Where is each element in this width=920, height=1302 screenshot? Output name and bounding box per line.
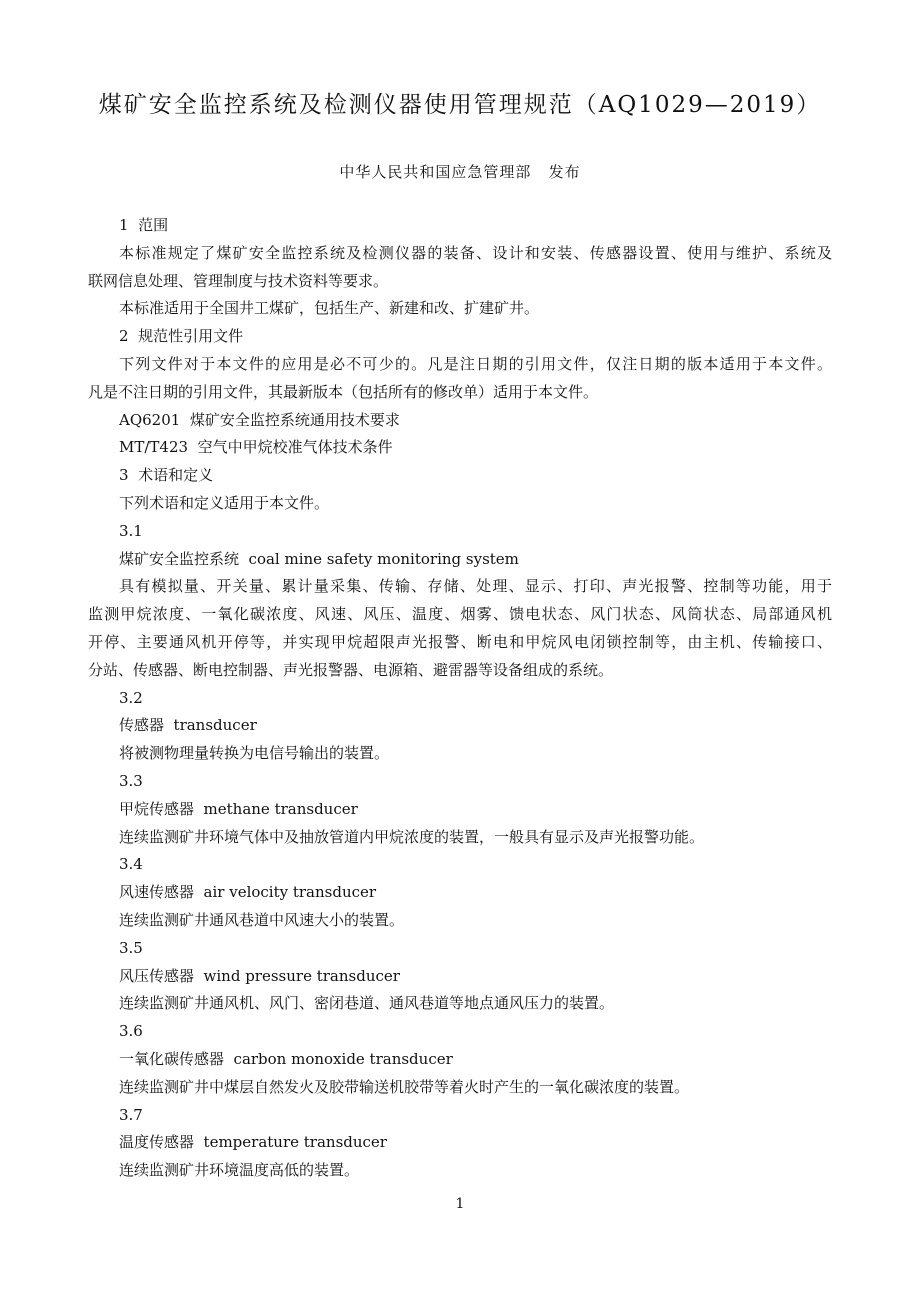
body-line: 1 范围 [119,216,169,234]
body-line: 连续监测矿井环境气体中及抽放管道内甲烷浓度的装置，一般具有显示及声光报警功能。 [119,827,705,846]
body-line: 风速传感器 air velocity transducer [119,883,377,902]
body-line: 联网信息处理、管理制度与技术资料等要求。 [88,271,389,290]
body-line: 2 规范性引用文件 [119,327,244,346]
body-line: 3.1 [119,521,143,540]
body-line: 连续监测矿井通风机、风门、密闭巷道、通风巷道等地点通风压力的装置。 [119,994,615,1013]
body-line: 连续监测矿井通风巷道中风速大小的装置。 [119,910,405,929]
body-line: 3.2 [119,688,143,707]
body-line: 连续监测矿井中煤层自然发火及胶带输送机胶带等着火时产生的一氧化碳浓度的装置。 [119,1077,690,1096]
body-line: 3.3 [119,771,143,790]
body-line: 风压传感器 wind pressure transducer [119,966,400,985]
body-line: 具有模拟量、开关量、累计量采集、传输、存储、处理、显示、打印、声光报警、控制等功能，用于 [119,577,832,596]
body-line: 下列文件对于本文件的应用是必不可少的。凡是注日期的引用文件，仅注日期的版本适用于本文件。 [119,354,832,373]
body-line: 连续监测矿井环境温度高低的装置。 [119,1161,360,1180]
document-body [88,212,832,1185]
body-line: 凡是不注日期的引用文件，其最新版本（包括所有的修改单）适用于本文件。 [88,382,599,401]
body-line: 3.4 [119,855,143,874]
body-line: 本标准适用于全国井工煤矿，包括生产、新建和改、扩建矿井。 [119,299,540,318]
body-line: MT/T423 空气中甲烷校准气体技术条件 [119,438,393,457]
body-line: 3 术语和定义 [119,466,214,485]
document-title: 煤矿安全监控系统及检测仪器使用管理规范（AQ1029—2019） [98,92,822,118]
body-line: 下列术语和定义适用于本文件。 [119,493,330,512]
body-line: 开停、主要通风机开停等，并实现甲烷超限声光报警、断电和甲烷风电闭锁控制等，由主机、传输接口、 [88,632,832,651]
body-line: 分站、传感器、断电控制器、声光报警器、电源箱、避雷器等设备组成的系统。 [88,660,614,679]
body-line: 甲烷传感器 methane transducer [119,799,358,818]
body-line: AQ6201 煤矿安全监控系统通用技术要求 [119,410,400,429]
body-line: 3.7 [119,1105,143,1124]
body-line: 一氧化碳传感器 carbon monoxide transducer [119,1049,453,1068]
body-line: 煤矿安全监控系统 coal mine safety monitoring system [119,549,519,568]
body-line: 3.6 [119,1022,143,1041]
body-line: 本标准规定了煤矿安全监控系统及检测仪器的装备、设计和安装、传感器设置、使用与维护、系统及 [119,243,832,262]
body-line: 传感器 transducer [119,716,257,735]
body-line: 3.5 [119,938,143,957]
body-line: 温度传感器 temperature transducer [119,1133,387,1152]
page-number: 1 [455,1196,465,1212]
body-line: 监测甲烷浓度、一氧化碳浓度、风速、风压、温度、烟雾、馈电状态、风门状态、风筒状态、局部通风机 [88,605,832,624]
publisher-line: 中华人民共和国应急管理部 发布 [339,163,581,181]
body-line: 将被测物理量转换为电信号输出的装置。 [119,744,390,763]
